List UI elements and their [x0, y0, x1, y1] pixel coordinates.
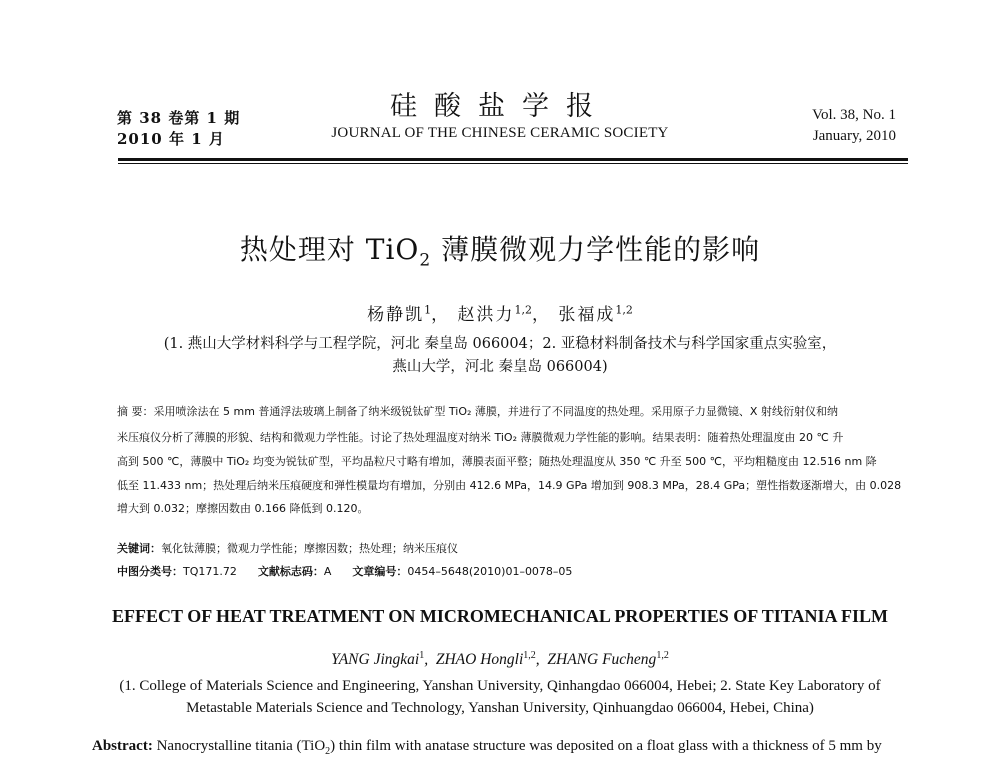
abstract-cn-line: 增大到 0.032；摩擦因数由 0.166 降低到 0.120。	[117, 502, 369, 515]
author-name: YANG Jingkai	[331, 651, 420, 669]
authors-cn: 杨静凯$^1$， 赵洪力$^{1,2}$， 张福成$^{1,2}$	[367, 303, 633, 325]
abstract-cn-line: 高到 500 ℃，薄膜中 TiO₂ 均变为锐钛矿型，平均晶粒尺寸略有增加，薄膜表面平整；随热处理温度从 350 ℃ 升至 500 ℃，平均粗糙度由 12.516 nm 降	[117, 455, 877, 468]
affiliation-en-line1: (1. College of Materials Science and Engineering, Yanshan University, Qinhangdao 066004, Hebei; 2. State Key Laboratory of	[119, 678, 881, 694]
article-title-en: EFFECT OF HEAT TREATMENT ON MICROMECHANICAL PROPERTIES OF TITANIA FILM	[112, 606, 888, 626]
keywords-cn: 关键词：氧化钛薄膜；微观力学性能；摩擦因数；热处理；纳米压痕仪	[117, 542, 458, 555]
classification-cn: 中图分类号：TQ171.72 文献标志码：A 文章编号：0454–5648(2010)01–0078–05	[117, 565, 573, 578]
author-name: 杨静凯	[367, 305, 425, 325]
affiliation-en-line2: Metastable Materials Science and Technology, Yanshan University, Qinhuangdao 066004, Hebei, China)	[186, 700, 814, 716]
affiliation-cn-line2: 燕山大学，河北 秦皇岛 066004)	[392, 359, 608, 375]
volume-issue-cn: 第 38 卷第 1 期	[117, 109, 241, 127]
author-name: 张福成	[558, 305, 616, 325]
header-rule-thick	[118, 158, 908, 161]
affiliation-cn-line1: (1. 燕山大学材料科学与工程学院，河北 秦皇岛 066004；2. 亚稳材料制备技术与科学国家重点实验室，	[163, 336, 837, 352]
header-rule-thin	[118, 163, 908, 164]
abstract-cn-line: 摘 要：采用喷涂法在 5 mm 普通浮法玻璃上制备了纳米级锐钛矿型 TiO₂ 薄膜，并进行了不同温度的热处理。采用原子力显微镜、X 射线衍射仪和纳	[117, 405, 838, 418]
article-title-cn: 热处理对 TiO$_2$ 薄膜微观力学性能的影响	[239, 233, 761, 271]
abstract-en: Abstract: Nanocrystalline titania (TiO$_2$) thin film with anatase structure was deposited on a float glass with a thickness of 5 mm by	[92, 738, 882, 757]
author-name: 赵洪力	[457, 305, 515, 325]
abstract-cn-line: 低至 11.433 nm；热处理后纳米压痕硬度和弹性模量均有增加，分别由 412.6 MPa，14.9 GPa 增加到 908.3 MPa，28.4 GPa；塑性指数逐渐增大，由 0.028	[117, 479, 902, 492]
volume-issue-en: Vol. 38, No. 1	[812, 107, 896, 123]
journal-title-en: JOURNAL OF THE CHINESE CERAMIC SOCIETY	[331, 125, 669, 141]
date-en: January, 2010	[812, 128, 896, 144]
abstract-cn-line: 米压痕仪分析了薄膜的形貌、结构和微观力学性能。讨论了热处理温度对纳米 TiO₂ 薄膜微观力学性能的影响。结果表明：随着热处理温度由 20 ℃ 升	[117, 431, 844, 444]
journal-title-cn: 硅酸盐学报	[390, 91, 610, 122]
authors-en: YANG Jingkai$^1$, ZHAO Hongli$^{1,2}$, ZHANG Fucheng$^{1,2}$	[331, 650, 669, 669]
author-name: ZHANG Fucheng	[547, 651, 657, 669]
author-name: ZHAO Hongli	[435, 651, 524, 669]
date-cn: 2010 年 1 月	[117, 130, 225, 148]
